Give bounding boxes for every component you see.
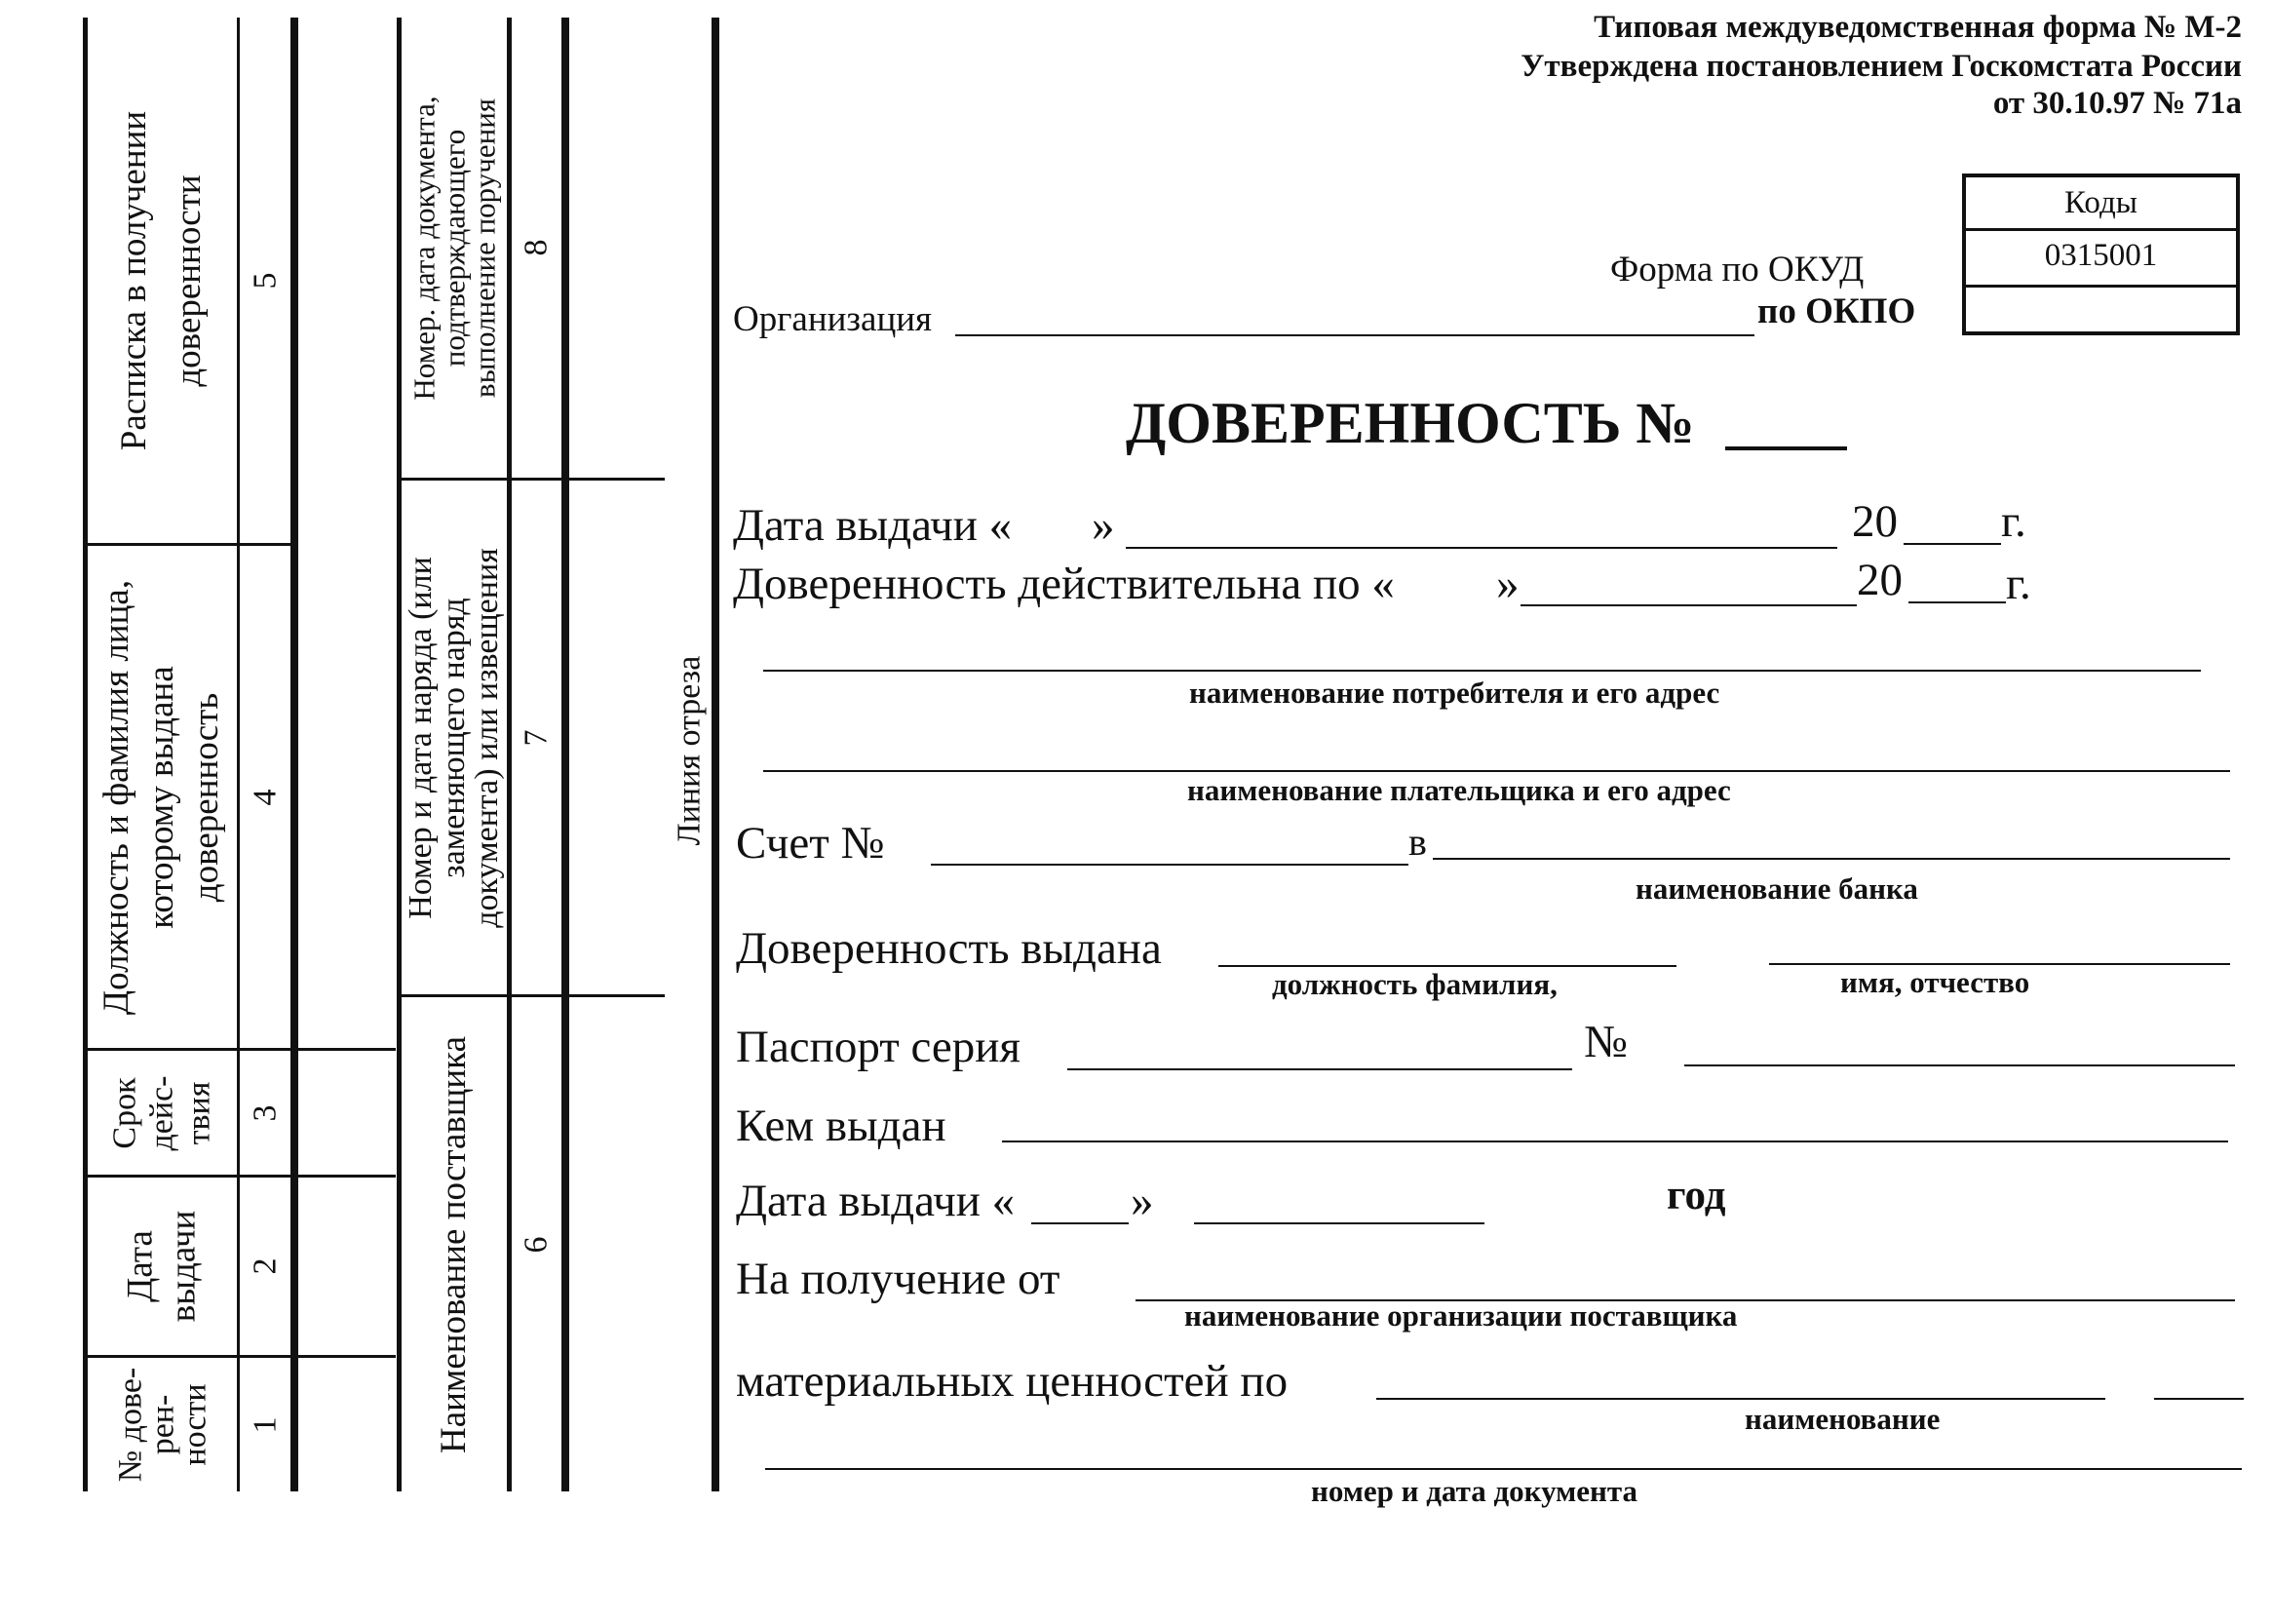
okud-code[interactable]: 0315001	[1966, 231, 2236, 288]
valid-until-month-field[interactable]	[1521, 604, 1857, 606]
passport-date-day-field[interactable]	[1031, 1222, 1129, 1224]
stub-col-order-index: 7	[518, 729, 555, 746]
valid-year-field[interactable]	[1908, 601, 2006, 603]
stub-col-order-title: Номер и дата наряда (или заменяющего наряд документа) или извещения	[403, 547, 506, 928]
document-field[interactable]	[765, 1468, 2242, 1470]
organization-field[interactable]	[955, 334, 1754, 336]
passport-date-close: »	[1131, 1176, 1154, 1226]
approval-date-line: от 30.10.97 № 71а	[1992, 86, 2242, 121]
bank-caption: наименование банка	[1636, 871, 1918, 906]
payer-field[interactable]	[763, 770, 2230, 772]
okpo-code[interactable]	[1966, 288, 2236, 336]
stub-col-number-title-cell	[88, 1358, 237, 1491]
valid-until-close-quote: »	[1496, 559, 1520, 609]
passport-number-sign: №	[1584, 1017, 1628, 1067]
codes-title: Коды	[1966, 177, 2236, 231]
stub-col-validity-title: Срок дейс- твия	[106, 1075, 217, 1150]
bank-in-label: в	[1408, 820, 1427, 864]
issued-by-label: Кем выдан	[736, 1101, 946, 1151]
values-label: материальных ценностей по	[736, 1356, 1289, 1407]
year-word: год	[1667, 1173, 1726, 1218]
cut-line-label: Линия отреза	[671, 655, 708, 846]
name-caption-short: наименование	[1745, 1402, 1941, 1436]
issued-to-label: Доверенность выдана	[736, 923, 1162, 974]
stub-col-supplier-index: 6	[518, 1236, 555, 1253]
approval-line: Утверждена постановлением Госкомстата России	[1521, 49, 2242, 84]
issue-date-close-quote: »	[1092, 500, 1115, 551]
stub-col-supplier-title: Наименование поставщика	[434, 1035, 474, 1453]
valid-year-suffix: г.	[2006, 559, 2031, 609]
codes-box	[1962, 174, 2240, 335]
valid-year-prefix: 20	[1857, 555, 1903, 605]
consumer-field[interactable]	[763, 670, 2201, 672]
stub-col-number-index: 1	[247, 1416, 283, 1433]
okpo-label: по ОКПО	[1757, 291, 1916, 331]
account-number-field[interactable]	[931, 864, 1408, 866]
valid-until-label: Доверенность действительна по «	[733, 559, 1395, 609]
proxy-number-field[interactable]	[1725, 446, 1847, 450]
stub-col-receipt-title: Расписка в получении доверенности	[114, 110, 210, 450]
name-caption: имя, отчество	[1840, 965, 2030, 999]
stub-col-document-index: 8	[518, 239, 555, 256]
issue-date-month-field[interactable]	[1126, 547, 1837, 549]
values-extra-field[interactable]	[2154, 1398, 2244, 1400]
account-label: Счет №	[736, 818, 885, 869]
organization-label: Организация	[733, 299, 933, 339]
stub-col-date-title: Дата выдачи	[120, 1210, 204, 1323]
stub-col-document-title: Номер. дата документа, подтверждающего выполнение поручения	[406, 95, 502, 401]
stub-col-number-title: № дове- рен- ности	[111, 1367, 212, 1483]
stub-col-person-title: Должность и фамилия лица, которому выдана доверенность	[96, 579, 227, 1015]
supplier-org-caption: наименование организации поставщика	[1184, 1298, 1738, 1333]
values-name-field[interactable]	[1376, 1398, 2105, 1400]
consumer-caption: наименование потребителя и его адрес	[1189, 676, 1720, 710]
stub-col-date-index: 2	[247, 1257, 283, 1275]
bank-field[interactable]	[1433, 858, 2230, 860]
receive-from-label: На получение от	[736, 1254, 1060, 1304]
issued-by-field[interactable]	[1002, 1141, 2228, 1142]
form-type-line: Типовая междуведомственная форма № М-2	[1594, 10, 2242, 45]
passport-series-label: Паспорт серия	[736, 1022, 1021, 1072]
issue-date-label: Дата выдачи «	[733, 500, 1013, 551]
stub-col-person-index: 4	[247, 789, 283, 805]
issue-year-field[interactable]	[1904, 543, 2001, 545]
form-title: ДОВЕРЕННОСТЬ №	[1126, 391, 1695, 455]
stub-col-receipt-index: 5	[247, 272, 283, 289]
payer-caption: наименование плательщика и его адрес	[1187, 773, 1731, 807]
position-caption: должность фамилия,	[1272, 967, 1558, 1001]
passport-date-month-field[interactable]	[1194, 1222, 1484, 1224]
passport-number-field[interactable]	[1684, 1064, 2235, 1066]
stub-col-validity-index: 3	[247, 1104, 283, 1121]
issue-year-suffix: г.	[2001, 496, 2026, 547]
document-caption: номер и дата документа	[1311, 1474, 1638, 1508]
issue-year-prefix: 20	[1852, 496, 1898, 547]
okud-label: Форма по ОКУД	[1610, 250, 1865, 290]
passport-series-field[interactable]	[1067, 1068, 1572, 1070]
passport-date-label: Дата выдачи «	[736, 1176, 1016, 1226]
